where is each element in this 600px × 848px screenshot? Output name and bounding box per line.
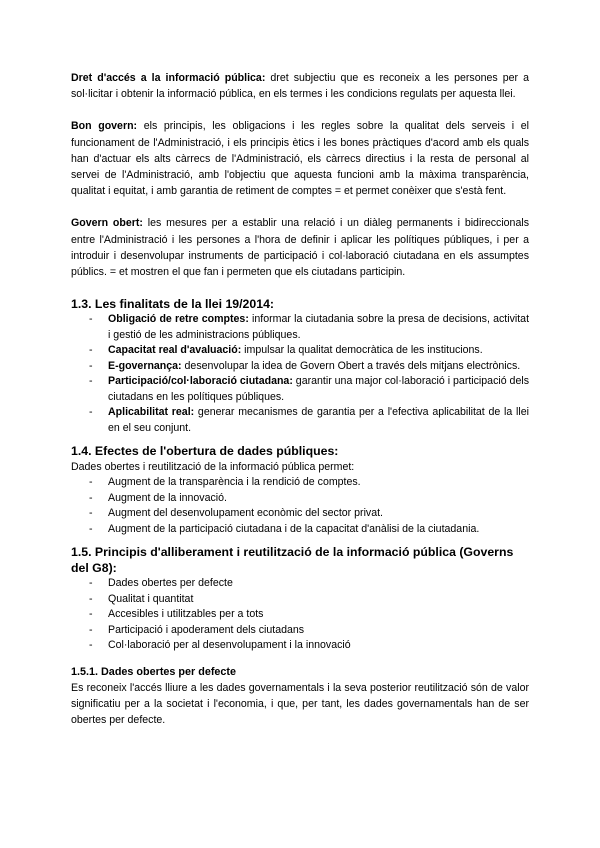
item-text: Accesibles i utilitzables per a tots	[108, 608, 264, 621]
list-item	[71, 405, 529, 436]
list-dash: -	[89, 313, 93, 326]
list-item	[71, 607, 529, 623]
list-dash: -	[89, 375, 93, 388]
item-text: garantir una major col·laboració i participació dels ciutadans en les polítiques públiques.	[108, 375, 529, 403]
item-text: informar la ciutadania sobre la presa de decisions, activitat i gestió de les administracions públiques.	[108, 313, 530, 341]
list-dash: -	[89, 406, 93, 419]
list-item	[71, 506, 529, 522]
list-dash: -	[89, 344, 93, 357]
list-item	[71, 623, 529, 639]
list-item	[71, 359, 529, 375]
item-term: Obligació de retre comptes:	[108, 313, 249, 326]
section-paragraph: Es reconeix l'accés lliure a les dades governamentals i la seva posterior reutilització són de valor significatiu per a la societat i l'economia, i que, per tant, les dades governamentals han de ser obertes per defecte.	[71, 681, 529, 727]
list-dash: -	[89, 592, 93, 605]
list-item	[71, 576, 529, 592]
section-heading-1-4: 1.4. Efectes de l'obertura de dades públiques:	[71, 444, 339, 459]
item-text: Col·laboració per al desenvolupament i la innovació	[108, 639, 351, 652]
definition-access-right	[71, 70, 529, 102]
list-item	[71, 491, 529, 507]
principles-list	[71, 576, 529, 654]
item-text: Dades obertes per defecte	[108, 577, 233, 590]
definition-open-government	[71, 215, 529, 280]
section-intro: Dades obertes i reutilització de la informació pública permet:	[71, 461, 355, 474]
effects-list	[71, 475, 529, 537]
list-dash: -	[89, 608, 93, 621]
page-content	[71, 70, 529, 729]
definition-good-government	[71, 118, 529, 199]
section-heading-1-5: 1.5. Principis d'alliberament i reutilització de la informació pública (Governs del G8):	[71, 545, 514, 576]
list-dash: -	[89, 491, 93, 504]
list-item	[71, 374, 529, 405]
list-dash: -	[89, 522, 93, 535]
section-heading-1-5-1: 1.5.1. Dades obertes per defecte	[71, 665, 237, 678]
list-dash: -	[89, 359, 93, 372]
list-item	[71, 638, 529, 654]
section-heading-1-3: 1.3. Les finalitats de la llei 19/2014:	[71, 297, 275, 312]
item-text: impulsar la qualitat democràtica de les institucions.	[241, 344, 483, 357]
list-item	[71, 592, 529, 608]
item-text: Augment de la participació ciutadana i de la capacitat d'anàlisi de la ciutadania.	[108, 522, 480, 535]
item-text: Augment de la transparència i la rendició de comptes.	[108, 476, 361, 489]
list-dash: -	[89, 577, 93, 590]
list-item	[71, 343, 529, 359]
item-text: Augment de la innovació.	[108, 491, 227, 504]
definition-term: Bon govern:	[71, 120, 138, 133]
list-dash: -	[89, 507, 93, 520]
item-text: Qualitat i quantitat	[108, 592, 194, 605]
definition-term: Govern obert:	[71, 217, 143, 230]
definition-text: dret subjectiu que es reconeix a les persones per a sol·licitar i obtenir la informació pública, en els termes i les condicions regulats per aquesta llei.	[71, 72, 529, 101]
list-item	[71, 522, 529, 538]
definition-text: les mesures per a establir una relació i un diàleg permanents i bidireccionals entre l'Administració i les persones a l'hora de definir i aplicar les polítiques públiques, i per a introduir i desenvolupar instruments de participació i col·laboració ciutadana en els assumptes públics. = et mostren el que fan i permeten que els ciutadans participin.	[71, 217, 529, 279]
item-text: Augment del desenvolupament econòmic del sector privat.	[108, 507, 384, 520]
list-dash: -	[89, 623, 93, 636]
definition-text: els principis, les obligacions i les regles sobre la qualitat dels serveis i el funcionament de l'Administració, i els principis ètics i les bones pràctiques d'acord amb els quals han d'actuar els alts càrrecs de l'Administració, els càrrecs directius i la resta de personal al servei de l'Administració, amb l'objectiu que aquesta funcioni amb la màxima transparència, qualitat i equitat, i amb garantia de retiment de comptes = et permet conèixer que s'està fent.	[71, 120, 529, 198]
definition-term: Dret d'accés a la informació pública:	[71, 72, 266, 84]
list-item	[71, 475, 529, 491]
list-item	[71, 312, 529, 343]
item-term: Aplicabilitat real:	[108, 406, 195, 419]
item-text: Participació i apoderament dels ciutadans	[108, 623, 305, 636]
item-term: Capacitat real d'avaluació:	[108, 344, 242, 357]
item-text: desenvolupar la idea de Govern Obert a través dels mitjans electrònics.	[181, 359, 521, 372]
list-dash: -	[89, 476, 93, 489]
item-text: generar mecanismes de garantia per a l'efectiva aplicabilitat de la llei en el seu conjunt.	[108, 406, 529, 434]
list-dash: -	[89, 639, 93, 652]
item-term: E-governança:	[108, 359, 182, 372]
item-term: Participació/col·laboració ciutadana:	[108, 375, 293, 388]
purposes-list	[71, 312, 529, 436]
